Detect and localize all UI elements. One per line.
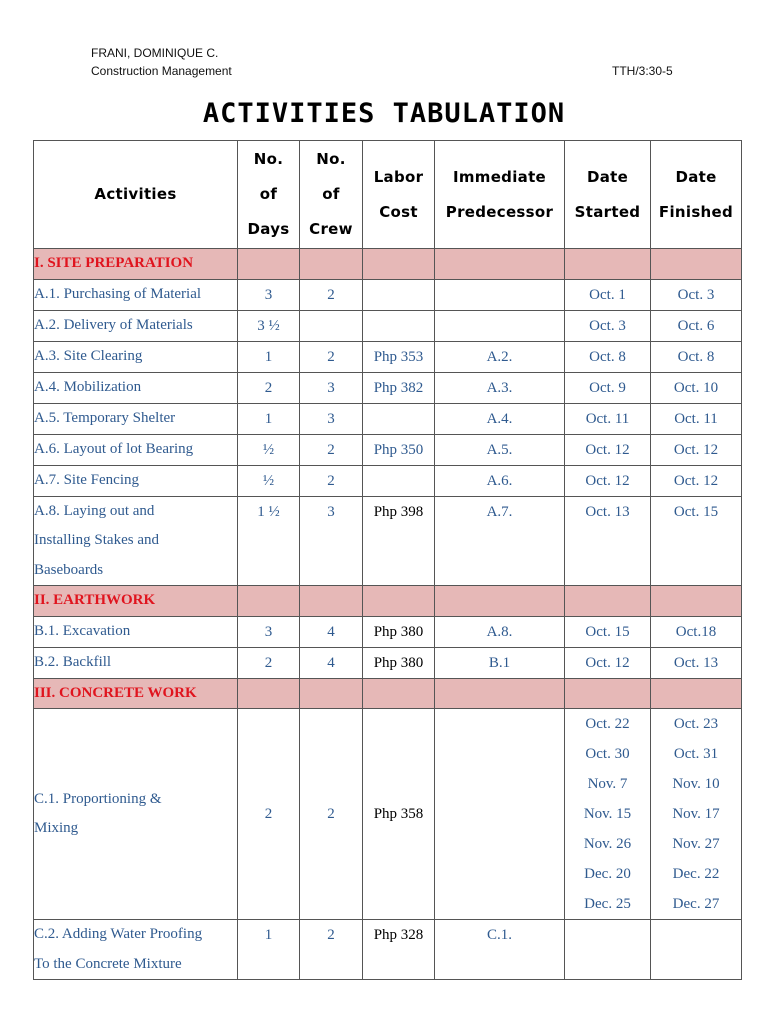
- cell-text-line: Days: [247, 220, 290, 238]
- table-cell: Oct. 13: [565, 496, 651, 586]
- table-cell: Oct. 1: [565, 279, 651, 310]
- table-cell: Oct. 15: [565, 616, 651, 647]
- table-cell: 3: [238, 616, 300, 647]
- table-cell: 3: [300, 372, 363, 403]
- cell-text-line: Cost: [379, 202, 418, 221]
- col-header-predecessor: [435, 141, 565, 249]
- cell-text-line: No.: [253, 150, 284, 168]
- table-cell: [363, 465, 435, 496]
- table-cell: [565, 249, 651, 280]
- table-cell: Oct. 6: [651, 310, 742, 341]
- table-cell: Php 398: [363, 496, 435, 586]
- table-row: [34, 709, 742, 920]
- table-cell: Oct. 12: [651, 465, 742, 496]
- table-cell: 2: [300, 434, 363, 465]
- table-row: [34, 496, 742, 586]
- table-cell: 1 ½: [238, 496, 300, 586]
- table-cell: [651, 586, 742, 617]
- table-cell: Oct. 9: [565, 372, 651, 403]
- table-cell: 1: [238, 341, 300, 372]
- table-row: [34, 647, 742, 678]
- table-cell: [565, 709, 651, 920]
- table-cell: [34, 496, 238, 586]
- cell-text-line: Started: [574, 202, 641, 221]
- col-header-labor-cost: [363, 141, 435, 249]
- table-cell: Oct. 12: [565, 465, 651, 496]
- table-cell: 3: [300, 403, 363, 434]
- table-cell: [363, 249, 435, 280]
- cell-text-line: of: [322, 185, 340, 203]
- table-cell: 4: [300, 616, 363, 647]
- table-row: [34, 465, 742, 496]
- cell-text-line: Nov. 27: [672, 836, 720, 852]
- table-cell: [300, 678, 363, 709]
- table-header-row: [34, 141, 742, 249]
- table-cell: Php 353: [363, 341, 435, 372]
- table-cell: [435, 249, 565, 280]
- activities-table: [33, 140, 742, 980]
- student-name: FRANI, DOMINIQUE C.: [91, 46, 219, 60]
- table-cell: [565, 920, 651, 980]
- col-header-days: [238, 141, 300, 249]
- table-cell: Php 382: [363, 372, 435, 403]
- table-cell: [363, 678, 435, 709]
- cell-text-line: Oct. 22: [585, 716, 630, 732]
- section-title: III. CONCRETE WORK: [34, 678, 238, 709]
- table-cell: A.3. Site Clearing: [34, 341, 238, 372]
- table-cell: ½: [238, 434, 300, 465]
- table-row: [34, 616, 742, 647]
- table-cell: Oct. 15: [651, 496, 742, 586]
- table-cell: [238, 249, 300, 280]
- table-cell: [651, 709, 742, 920]
- table-cell: A.5. Temporary Shelter: [34, 403, 238, 434]
- table-cell: A.4.: [435, 403, 565, 434]
- table-cell: 1: [238, 920, 300, 980]
- table-cell: 2: [300, 465, 363, 496]
- table-cell: A.7.: [435, 496, 565, 586]
- table-cell: 1: [238, 403, 300, 434]
- cell-text-line: Dec. 22: [672, 866, 720, 882]
- table-cell: 3 ½: [238, 310, 300, 341]
- cell-text-line: Date: [675, 167, 717, 186]
- table-cell: A.5.: [435, 434, 565, 465]
- table-cell: [300, 586, 363, 617]
- cell-text-line: To the Concrete Mixture: [34, 955, 182, 972]
- table-row: [34, 310, 742, 341]
- table-cell: A.6.: [435, 465, 565, 496]
- cell-text-line: Nov. 17: [672, 806, 720, 822]
- cell-text-line: Labor: [373, 167, 424, 186]
- cell-text-line: Dec. 27: [672, 896, 720, 912]
- table-row: [34, 403, 742, 434]
- table-cell: [651, 678, 742, 709]
- cell-text-line: of: [259, 185, 278, 203]
- table-cell: 2: [300, 920, 363, 980]
- table-cell: [300, 310, 363, 341]
- table-cell: A.8.: [435, 616, 565, 647]
- table-cell: [435, 678, 565, 709]
- cell-text-line: Nov. 15: [583, 806, 632, 822]
- table-cell: 3: [238, 279, 300, 310]
- table-cell: ½: [238, 465, 300, 496]
- table-cell: [34, 709, 238, 920]
- table-cell: B.1: [435, 647, 565, 678]
- cell-text-line: Installing Stakes and: [34, 532, 159, 548]
- table-cell: 2: [300, 341, 363, 372]
- table-row: [34, 341, 742, 372]
- section-title: II. EARTHWORK: [34, 586, 238, 617]
- table-row: [34, 279, 742, 310]
- cell-text-line: Crew: [309, 220, 353, 238]
- table-cell: Php 350: [363, 434, 435, 465]
- table-cell: Oct. 12: [565, 647, 651, 678]
- table-cell: A.4. Mobilization: [34, 372, 238, 403]
- table-cell: [363, 279, 435, 310]
- cell-text-line: A.8. Laying out and: [34, 502, 155, 519]
- cell-text-line: Finished: [658, 202, 734, 221]
- table-cell: [565, 678, 651, 709]
- table-cell: Oct. 10: [651, 372, 742, 403]
- table-cell: 2: [300, 279, 363, 310]
- table-cell: B.2. Backfill: [34, 647, 238, 678]
- table-cell: 4: [300, 647, 363, 678]
- cell-text-line: Mixing: [34, 820, 79, 836]
- cell-text-line: Oct. 31: [673, 746, 719, 762]
- table-cell: [300, 249, 363, 280]
- col-header-date-finished: [651, 141, 742, 249]
- table-cell: [435, 709, 565, 920]
- cell-text-line: C.2. Adding Water Proofing: [34, 926, 203, 942]
- section-row: [34, 249, 742, 280]
- table-cell: Php 328: [363, 920, 435, 980]
- table-cell: 2: [238, 709, 300, 920]
- table-cell: Php 380: [363, 616, 435, 647]
- table-row: [34, 434, 742, 465]
- table-cell: [363, 310, 435, 341]
- col-header-date-started: [565, 141, 651, 249]
- table-cell: Oct. 11: [651, 403, 742, 434]
- table-cell: A.3.: [435, 372, 565, 403]
- cell-text-line: Oct. 30: [585, 746, 630, 762]
- table-cell: [435, 586, 565, 617]
- table-cell: Oct. 12: [565, 434, 651, 465]
- table-cell: A.6. Layout of lot Bearing: [34, 434, 238, 465]
- table-cell: Oct. 13: [651, 647, 742, 678]
- table-cell: A.2. Delivery of Materials: [34, 310, 238, 341]
- table-cell: [238, 586, 300, 617]
- table-cell: C.1.: [435, 920, 565, 980]
- cell-text-line: Oct. 23: [673, 716, 719, 732]
- table-cell: [363, 403, 435, 434]
- cell-text-line: Baseboards: [34, 561, 104, 578]
- table-cell: [363, 586, 435, 617]
- table-cell: Oct. 3: [651, 279, 742, 310]
- table-cell: 2: [300, 709, 363, 920]
- table-row: [34, 372, 742, 403]
- cell-text-line: C.1. Proportioning &: [34, 790, 162, 807]
- table-cell: [34, 920, 238, 980]
- table-cell: A.2.: [435, 341, 565, 372]
- table-cell: 2: [238, 647, 300, 678]
- col-header-activities: Activities: [34, 141, 238, 249]
- table-cell: Oct. 11: [565, 403, 651, 434]
- table-cell: Oct. 8: [651, 341, 742, 372]
- cell-text-line: Predecessor: [445, 202, 554, 221]
- table-cell: B.1. Excavation: [34, 616, 238, 647]
- table-cell: 3: [300, 496, 363, 586]
- section-row: [34, 586, 742, 617]
- cell-text-line: Nov. 10: [672, 776, 720, 792]
- cell-text-line: Dec. 25: [584, 896, 631, 912]
- table-cell: Php 380: [363, 647, 435, 678]
- table-cell: Oct. 3: [565, 310, 651, 341]
- cell-text-line: Nov. 7: [587, 776, 628, 792]
- cell-text-line: Dec. 20: [584, 866, 631, 882]
- table-cell: Oct. 8: [565, 341, 651, 372]
- table-cell: [435, 279, 565, 310]
- table-cell: Oct. 12: [651, 434, 742, 465]
- col-header-crew: [300, 141, 363, 249]
- table-cell: Php 358: [363, 709, 435, 920]
- table-cell: [651, 920, 742, 980]
- table-cell: [651, 249, 742, 280]
- table-cell: [238, 678, 300, 709]
- course-name: Construction Management: [91, 64, 232, 78]
- page-title: ACTIVITIES TABULATION: [202, 98, 566, 129]
- table-row: [34, 920, 742, 980]
- section-row: [34, 678, 742, 709]
- table-cell: A.7. Site Fencing: [34, 465, 238, 496]
- class-schedule: TTH/3:30-5: [612, 64, 673, 78]
- cell-text-line: No.: [316, 150, 346, 168]
- cell-text-line: Immediate: [452, 167, 547, 186]
- table-cell: Oct.18: [651, 616, 742, 647]
- table-cell: [565, 586, 651, 617]
- table-cell: A.1. Purchasing of Material: [34, 279, 238, 310]
- cell-text-line: Nov. 26: [583, 836, 632, 852]
- table-cell: 2: [238, 372, 300, 403]
- section-title: I. SITE PREPARATION: [34, 249, 238, 280]
- table-cell: [435, 310, 565, 341]
- cell-text-line: Date: [586, 167, 629, 186]
